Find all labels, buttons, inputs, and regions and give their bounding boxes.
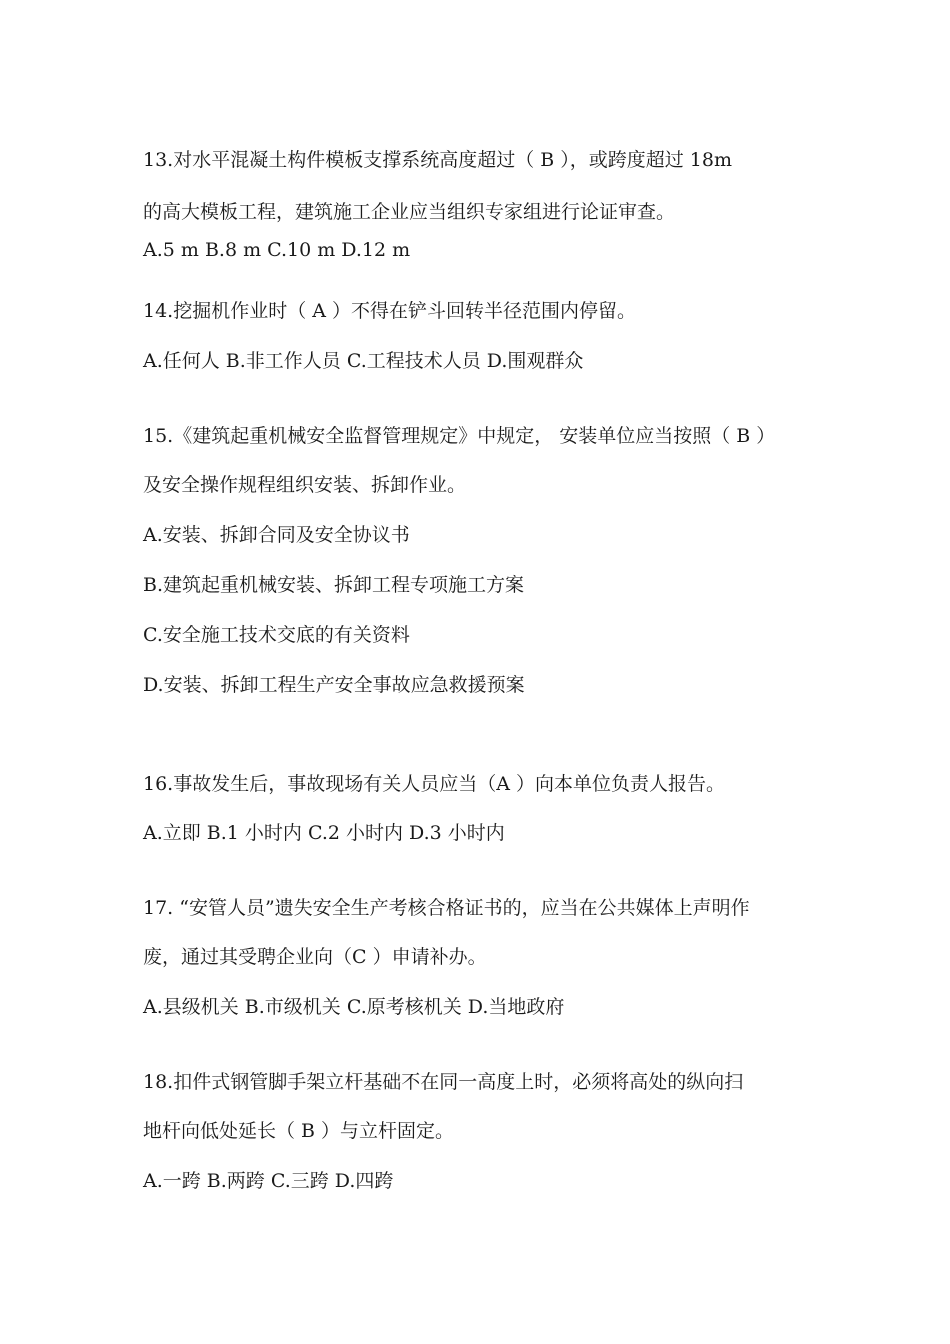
question-13-stem-line-2: 的高大模板工程，建筑施工企业应当组织专家组进行论证审查。 <box>143 201 676 223</box>
question-17-stem-line-1: 17. “安管人员”遗失安全生产考核合格证书的，应当在公共媒体上声明作 <box>143 897 750 919</box>
question-15-option-a: A.安装、拆卸合同及安全协议书 <box>143 524 410 546</box>
question-15-option-d: D.安装、拆卸工程生产安全事故应急救援预案 <box>143 674 525 696</box>
question-15-stem-line-1: 15.《建筑起重机械安全监督管理规定》中规定， 安装单位应当按照（ B ） <box>143 425 776 447</box>
question-14-options: A.任何人 B.非工作人员 C.工程技术人员 D.围观群众 <box>143 350 584 372</box>
question-13-stem-line-1: 13.对水平混凝土构件模板支撑系统高度超过（ B ），或跨度超过 18m <box>143 149 732 171</box>
question-13-options: A.5 m B.8 m C.10 m D.12 m <box>143 239 411 261</box>
question-16-stem-line-1: 16.事故发生后，事故现场有关人员应当（A ）向本单位负责人报告。 <box>143 773 725 795</box>
question-15-option-b: B.建筑起重机械安装、拆卸工程专项施工方案 <box>143 574 525 596</box>
question-15-option-c: C.安全施工技术交底的有关资料 <box>143 624 410 646</box>
question-14-stem-line-1: 14.挖掘机作业时（ A ）不得在铲斗回转半径范围内停留。 <box>143 300 637 322</box>
question-18-stem-line-2: 地杆向低处延长（ B ）与立杆固定。 <box>143 1120 455 1142</box>
question-18-options: A.一跨 B.两跨 C.三跨 D.四跨 <box>143 1170 394 1192</box>
question-18-stem-line-1: 18.扣件式钢管脚手架立杆基础不在同一高度上时，必须将高处的纵向扫 <box>143 1071 744 1093</box>
question-15-stem-line-2: 及安全操作规程组织安装、拆卸作业。 <box>143 474 467 496</box>
question-17-options: A.县级机关 B.市级机关 C.原考核机关 D.当地政府 <box>143 996 565 1018</box>
question-16-options: A.立即 B.1 小时内 C.2 小时内 D.3 小时内 <box>143 822 505 844</box>
question-17-stem-line-2: 废，通过其受聘企业向（C ）申请补办。 <box>143 946 487 968</box>
